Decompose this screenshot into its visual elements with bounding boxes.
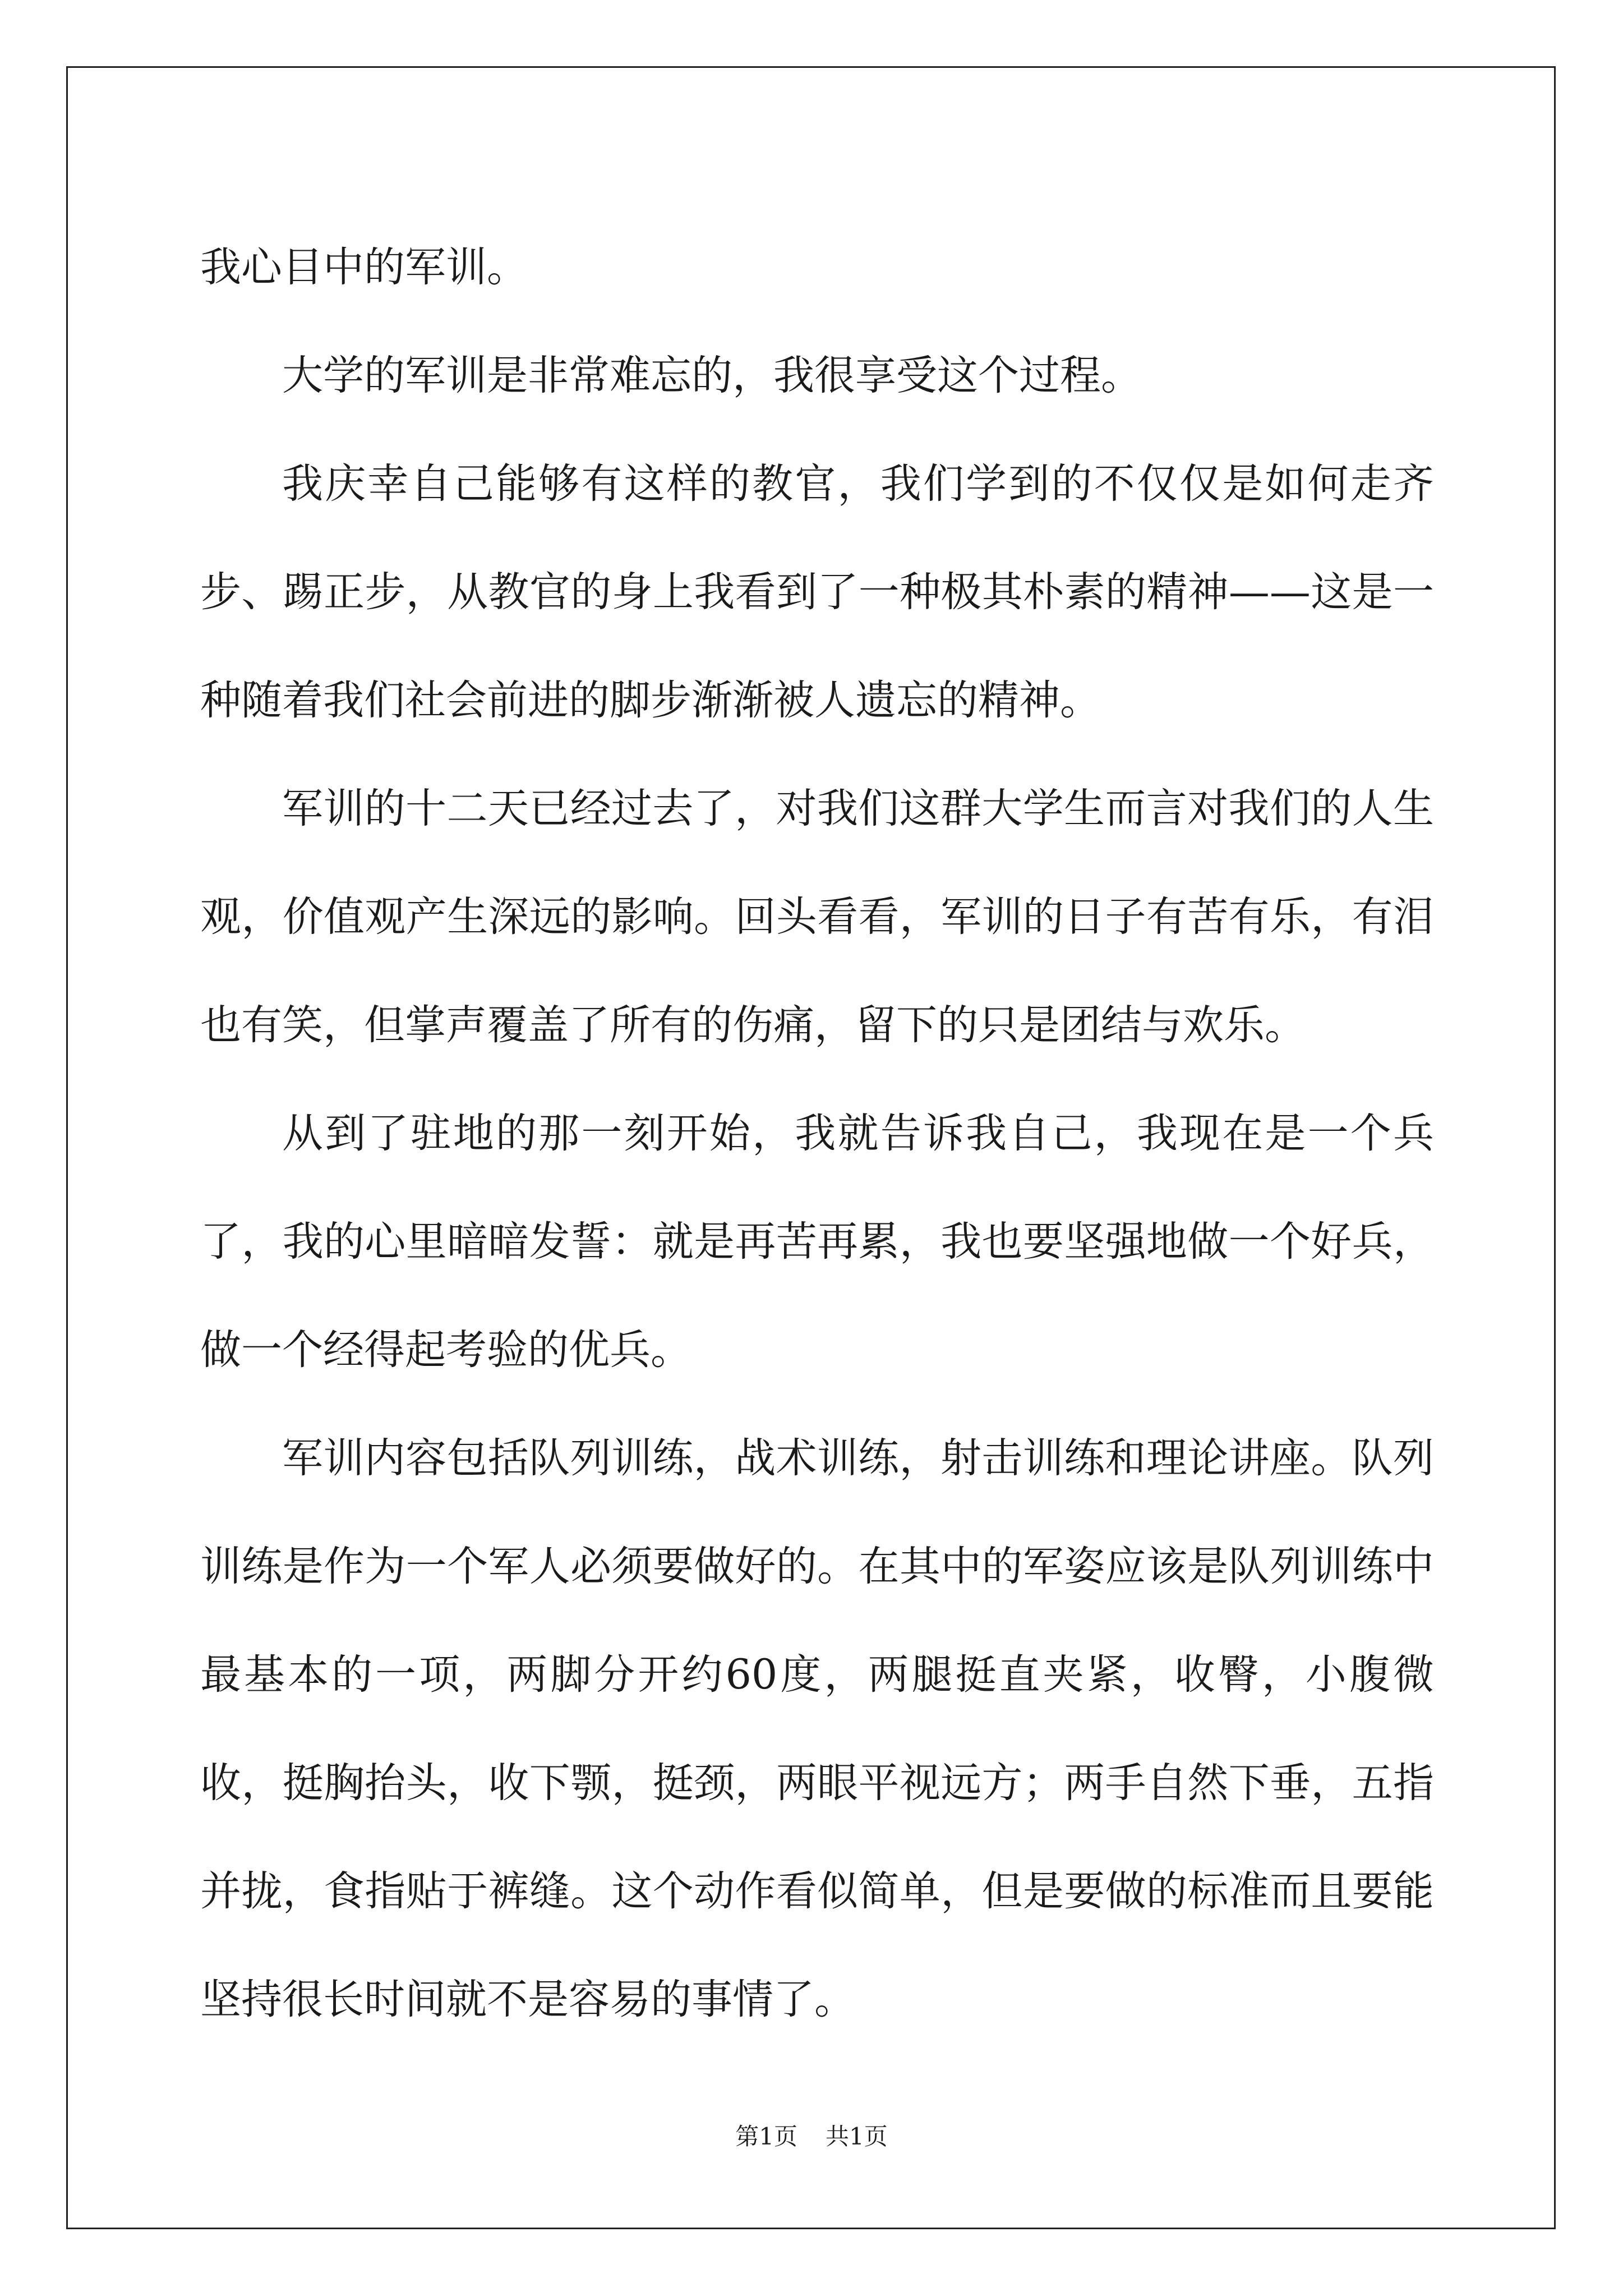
paragraph-5: 从到了驻地的那一刻开始，我就告诉我自己，我现在是一个兵了，我的心里暗暗发誓：就是再苦再累，我也要坚强地做一个好兵，做一个经得起考验的优兵。 [200,1110,1434,1374]
page-number-total: 共1页 [826,2123,888,2150]
document-body [200,213,1434,2054]
paragraph-2: 大学的军训是非常难忘的，我很享受这个过程。 [282,352,1142,399]
page-footer [0,2118,1623,2152]
page-number-current: 第1页 [735,2123,797,2150]
paragraph-1: 我心目中的军训。 [200,243,528,291]
paragraph-6: 军训内容包括队列训练，战术训练，射击训练和理论讲座。队列训练是作为一个军人必须要做好的。在其中的军姿应该是队列训练中最基本的一项，两脚分开约60度，两腿挺直夹紧，收臀，小腹微收，挺胸抬头，收下颚，挺颈，两眼平视远方；两手自然下垂，五指并拢，食指贴于裤缝。这个动作看似简单，但是要做的标准而且要能坚持很长时间就不是容易的事情了。 [200,1434,1434,2023]
paragraph-4: 军训的十二天已经过去了，对我们这群大学生而言对我们的人生观，价值观产生深远的影响。回头看看，军训的日子有苦有乐，有泪也有笑，但掌声覆盖了所有的伤痛，留下的只是团结与欢乐。 [200,785,1434,1049]
paragraph-3: 我庆幸自己能够有这样的教官，我们学到的不仅仅是如何走齐步、踢正步，从教官的身上我看到了一种极其朴素的精神——这是一种随着我们社会前进的脚步渐渐被人遗忘的精神。 [200,460,1434,724]
